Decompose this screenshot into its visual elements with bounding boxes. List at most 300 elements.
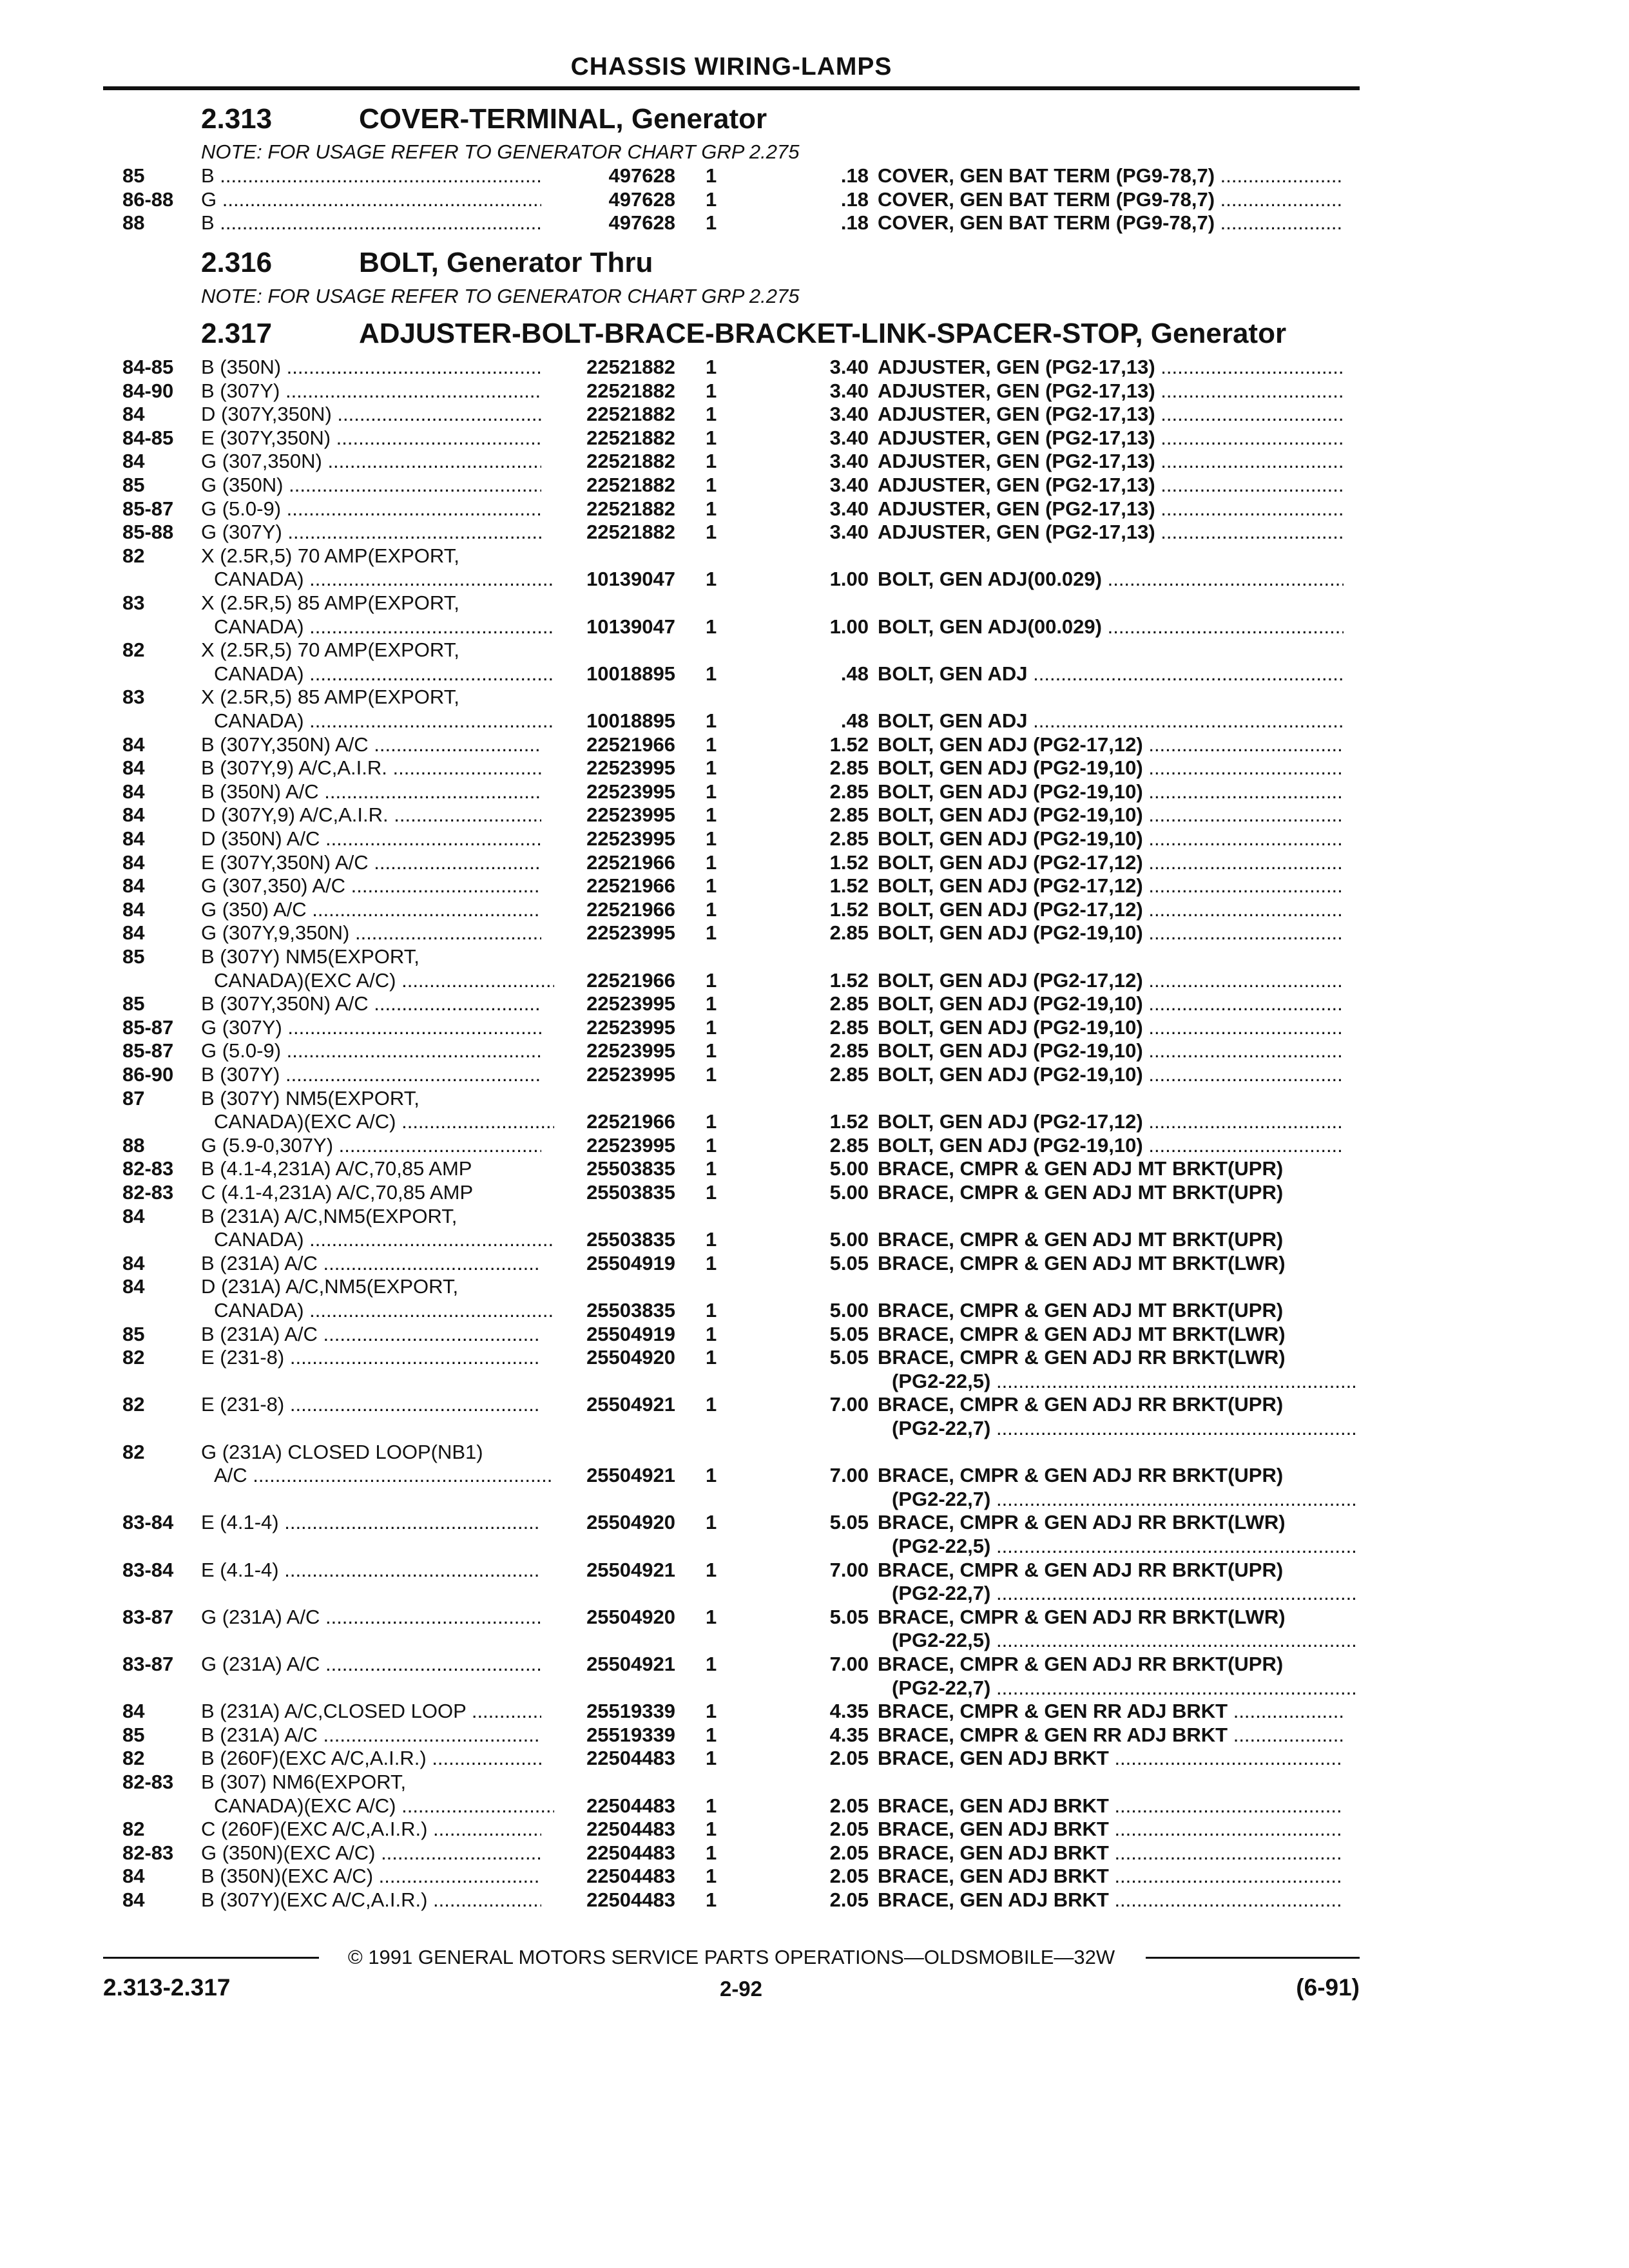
- usage-description: B (307Y,350N) A/C .....: [201, 733, 541, 756]
- usage-description: B (260F)(EXC A/C,A.I.R.) .....: [201, 1747, 541, 1770]
- part-name-text: BOLT, GEN ADJ (PG2-17,12): [878, 898, 1143, 921]
- table-row: [0, 639, 1629, 662]
- part-name-text: (PG2-22,5): [892, 1535, 991, 1557]
- table-row: [0, 992, 1629, 1016]
- usage-description: G (231A) CLOSED LOOP(NB1): [201, 1441, 483, 1463]
- quantity: 1: [706, 1700, 717, 1722]
- price: 2.05: [829, 1888, 869, 1911]
- model-year: 84: [122, 851, 145, 874]
- part-name: [878, 1393, 1344, 1416]
- part-number: 10139047: [586, 615, 675, 638]
- price: 1.52: [829, 898, 869, 921]
- part-name: [878, 1700, 1344, 1723]
- part-name: [878, 164, 1344, 187]
- section-number: 2.316: [201, 247, 273, 278]
- part-name-text: ADJUSTER, GEN (PG2-17,13): [878, 427, 1155, 449]
- model-year: 84: [122, 1700, 145, 1722]
- price: 2.05: [829, 1865, 869, 1887]
- usage-description: E (307Y,350N) .....: [201, 427, 541, 450]
- usage-description: B (231A) A/C,NM5(EXPORT,: [201, 1205, 458, 1227]
- part-name: [878, 1323, 1344, 1346]
- part-name-text: BRACE, CMPR & GEN ADJ RR BRKT(UPR): [878, 1464, 1284, 1486]
- part-name: [878, 1299, 1344, 1322]
- part-name-text: BRACE, CMPR & GEN ADJ RR BRKT(UPR): [878, 1559, 1284, 1581]
- part-number: 22523995: [586, 827, 675, 850]
- part-number: 22523995: [586, 992, 675, 1015]
- part-name: [878, 188, 1344, 211]
- usage-description: CANADA) .....: [214, 1299, 554, 1322]
- footer-date: (6-91): [1296, 1974, 1360, 2001]
- model-year: 84: [122, 803, 145, 826]
- model-year: 83-87: [122, 1653, 174, 1675]
- part-name-text: BRACE, CMPR & GEN ADJ MT BRKT(LWR): [878, 1252, 1286, 1274]
- table-row: [0, 1582, 1629, 1606]
- table-row: [0, 1346, 1629, 1370]
- quantity: 1: [706, 403, 717, 425]
- price: 5.00: [829, 1157, 869, 1180]
- price: 3.40: [829, 356, 869, 378]
- model-year: 85: [122, 1724, 145, 1746]
- quantity: 1: [706, 450, 717, 472]
- part-name: [878, 992, 1344, 1015]
- part-name-text: ADJUSTER, GEN (PG2-17,13): [878, 403, 1155, 425]
- part-name-text: COVER, GEN BAT TERM (PG9-78,7): [878, 164, 1215, 187]
- table-row: [0, 1370, 1629, 1394]
- model-year: 82: [122, 1393, 145, 1416]
- part-name: [878, 1559, 1344, 1582]
- model-year: 82-83: [122, 1181, 174, 1204]
- table-row: [0, 803, 1629, 827]
- usage-description: C (4.1-4,231A) A/C,70,85 AMP: [201, 1181, 474, 1204]
- part-name-text: BRACE, GEN ADJ BRKT: [878, 1794, 1109, 1817]
- price: 2.85: [829, 780, 869, 803]
- part-name-text: ADJUSTER, GEN (PG2-17,13): [878, 450, 1155, 472]
- quantity: 1: [706, 1511, 717, 1533]
- usage-description: D (350N) A/C .....: [201, 827, 541, 850]
- quantity: 1: [706, 1252, 717, 1274]
- table-row: [0, 756, 1629, 780]
- table-row: [0, 1252, 1629, 1276]
- quantity: 1: [706, 827, 717, 850]
- model-year: 85-87: [122, 1016, 174, 1039]
- table-row: [0, 1653, 1629, 1677]
- model-year: 82: [122, 1747, 145, 1769]
- table-row: [0, 1724, 1629, 1747]
- usage-description: B .....: [201, 164, 541, 187]
- part-name-text: BOLT, GEN ADJ (PG2-17,12): [878, 851, 1143, 874]
- part-number: 22521966: [586, 898, 675, 921]
- part-name: [878, 1063, 1344, 1086]
- table-row: [0, 615, 1629, 639]
- part-number: 497628: [608, 188, 675, 211]
- table-row: [0, 1228, 1629, 1252]
- price: 2.85: [829, 1063, 869, 1086]
- part-number: 22523995: [586, 1063, 675, 1086]
- part-number: 22521966: [586, 733, 675, 756]
- usage-description: E (231-8) .....: [201, 1346, 541, 1369]
- usage-description: B (350N) A/C .....: [201, 780, 541, 803]
- part-name: [878, 568, 1344, 591]
- quantity: 1: [706, 1157, 717, 1180]
- model-year: 84: [122, 1275, 145, 1298]
- model-year: 84: [122, 1205, 145, 1227]
- quantity: 1: [706, 1724, 717, 1746]
- part-number: 22523995: [586, 921, 675, 944]
- part-name: [878, 1134, 1344, 1157]
- quantity: 1: [706, 1747, 717, 1769]
- part-number: 22523995: [586, 1016, 675, 1039]
- table-row: [0, 851, 1629, 875]
- part-number: 22521882: [586, 474, 675, 496]
- part-name: [878, 211, 1344, 235]
- part-name-text: BOLT, GEN ADJ (PG2-19,10): [878, 1134, 1143, 1157]
- price: 2.85: [829, 756, 869, 779]
- table-row: [0, 450, 1629, 474]
- model-year: 88: [122, 211, 145, 234]
- part-number: 25503835: [586, 1299, 675, 1321]
- part-name-text: ADJUSTER, GEN (PG2-17,13): [878, 356, 1155, 378]
- table-row: [0, 1063, 1629, 1087]
- usage-description: D (231A) A/C,NM5(EXPORT,: [201, 1275, 459, 1298]
- table-row: [0, 969, 1629, 993]
- price: .18: [840, 164, 869, 187]
- part-name-text: (PG2-22,7): [892, 1677, 991, 1699]
- part-name-text: ADJUSTER, GEN (PG2-17,13): [878, 521, 1155, 543]
- part-name-text: BRACE, GEN ADJ BRKT: [878, 1818, 1109, 1840]
- part-number: 22521882: [586, 356, 675, 378]
- usage-description: G (231A) A/C .....: [201, 1606, 541, 1629]
- usage-description: B (307Y) NM5(EXPORT,: [201, 945, 419, 968]
- part-name: [878, 969, 1344, 992]
- part-name: [878, 1346, 1344, 1369]
- quantity: 1: [706, 164, 717, 187]
- price: 3.40: [829, 427, 869, 449]
- part-name-text: BRACE, CMPR & GEN ADJ RR BRKT(LWR): [878, 1606, 1286, 1628]
- model-year: 86-88: [122, 188, 174, 211]
- usage-description: CANADA)(EXC A/C) .....: [214, 1794, 554, 1818]
- table-row: [0, 686, 1629, 709]
- quantity: 1: [706, 1818, 717, 1840]
- part-name-text: BRACE, CMPR & GEN RR ADJ BRKT: [878, 1724, 1228, 1746]
- part-name: [878, 851, 1344, 874]
- table-row: [0, 1134, 1629, 1158]
- model-year: 84: [122, 780, 145, 803]
- part-name: [878, 356, 1344, 379]
- table-row: [0, 1511, 1629, 1535]
- price: 1.52: [829, 733, 869, 756]
- price: 1.52: [829, 851, 869, 874]
- part-number: 22521966: [586, 851, 675, 874]
- usage-description: CANADA) .....: [214, 615, 554, 639]
- quantity: 1: [706, 1865, 717, 1887]
- quantity: 1: [706, 1393, 717, 1416]
- table-row: [0, 733, 1629, 757]
- section-title: BOLT, Generator Thru: [359, 247, 653, 278]
- table-row: [0, 1606, 1629, 1629]
- price: 5.05: [829, 1346, 869, 1369]
- part-number: 22523995: [586, 1134, 675, 1157]
- model-year: 84: [122, 403, 145, 425]
- part-name-text: BOLT, GEN ADJ: [878, 662, 1028, 685]
- model-year: 85-87: [122, 1039, 174, 1062]
- model-year: 85: [122, 945, 145, 968]
- price: .48: [840, 709, 869, 732]
- usage-description: G (307,350) A/C .....: [201, 874, 541, 898]
- price: 2.05: [829, 1818, 869, 1840]
- part-number: 22521882: [586, 427, 675, 449]
- quantity: 1: [706, 1346, 717, 1369]
- price: 4.35: [829, 1700, 869, 1722]
- usage-description: B (350N)(EXC A/C) .....: [201, 1865, 541, 1888]
- part-number: 22521882: [586, 450, 675, 472]
- part-name-text: BOLT, GEN ADJ (PG2-19,10): [878, 827, 1143, 850]
- part-name: [892, 1488, 1358, 1511]
- usage-description: G (350N)(EXC A/C) .....: [201, 1841, 541, 1865]
- usage-description: X (2.5R,5) 70 AMP(EXPORT,: [201, 639, 459, 661]
- model-year: 84: [122, 921, 145, 944]
- model-year: 84: [122, 733, 145, 756]
- table-row: [0, 1818, 1629, 1841]
- part-name: [878, 521, 1344, 544]
- quantity: 1: [706, 474, 717, 496]
- table-row: [0, 1299, 1629, 1323]
- quantity: 1: [706, 1063, 717, 1086]
- part-name-text: (PG2-22,7): [892, 1488, 991, 1510]
- table-row: [0, 497, 1629, 521]
- part-number: 497628: [608, 211, 675, 234]
- table-row: [0, 474, 1629, 497]
- price: 2.85: [829, 921, 869, 944]
- part-number: 22521966: [586, 874, 675, 897]
- table-row: [0, 1488, 1629, 1512]
- usage-description: X (2.5R,5) 85 AMP(EXPORT,: [201, 591, 459, 614]
- part-name-text: COVER, GEN BAT TERM (PG9-78,7): [878, 211, 1215, 234]
- table-row: [0, 662, 1629, 686]
- table-row: [0, 1559, 1629, 1582]
- quantity: 1: [706, 568, 717, 590]
- header-rule: [103, 86, 1360, 90]
- quantity: 1: [706, 1134, 717, 1157]
- part-number: 22521882: [586, 403, 675, 425]
- usage-description: CANADA) .....: [214, 1228, 554, 1251]
- part-name-text: BRACE, CMPR & GEN ADJ RR BRKT(LWR): [878, 1346, 1286, 1369]
- usage-description: D (307Y,350N) .....: [201, 403, 541, 426]
- usage-description: B (231A) A/C .....: [201, 1724, 541, 1747]
- table-row: [0, 427, 1629, 450]
- table-row: [0, 1677, 1629, 1700]
- part-name: [878, 898, 1344, 921]
- section-number: 2.317: [201, 318, 273, 349]
- price: 3.40: [829, 521, 869, 543]
- table-row: [0, 1181, 1629, 1205]
- table-row: [0, 1771, 1629, 1794]
- part-name-text: BRACE, GEN ADJ BRKT: [878, 1841, 1109, 1864]
- part-name-text: BOLT, GEN ADJ (PG2-17,12): [878, 874, 1143, 897]
- quantity: 1: [706, 1299, 717, 1321]
- quantity: 1: [706, 1794, 717, 1817]
- usage-description: A/C .....: [214, 1464, 554, 1487]
- part-name-text: BOLT, GEN ADJ (PG2-19,10): [878, 992, 1143, 1015]
- part-name-text: (PG2-22,7): [892, 1582, 991, 1604]
- part-name-text: BRACE, CMPR & GEN ADJ MT BRKT(UPR): [878, 1228, 1284, 1251]
- part-name: [878, 1110, 1344, 1133]
- model-year: 85-88: [122, 521, 174, 543]
- part-number: 22504483: [586, 1888, 675, 1911]
- part-name-text: BRACE, CMPR & GEN ADJ MT BRKT(UPR): [878, 1157, 1284, 1180]
- table-row: [0, 921, 1629, 945]
- part-name: [878, 1016, 1344, 1039]
- quantity: 1: [706, 1653, 717, 1675]
- model-year: 82-83: [122, 1841, 174, 1864]
- part-number: 22504483: [586, 1841, 675, 1864]
- model-year: 87: [122, 1087, 145, 1110]
- usage-description: CANADA) .....: [214, 709, 554, 733]
- part-name-text: BRACE, CMPR & GEN ADJ MT BRKT(LWR): [878, 1323, 1286, 1345]
- quantity: 1: [706, 709, 717, 732]
- usage-description: B (231A) A/C .....: [201, 1252, 541, 1275]
- table-row: [0, 356, 1629, 380]
- quantity: 1: [706, 615, 717, 638]
- section-title: COVER-TERMINAL, Generator: [359, 103, 767, 135]
- part-name-text: BOLT, GEN ADJ (PG2-19,10): [878, 1063, 1143, 1086]
- price: 5.00: [829, 1299, 869, 1321]
- price: 1.52: [829, 874, 869, 897]
- footer-page-number: 2-92: [719, 1977, 763, 2001]
- usage-description: B (231A) A/C .....: [201, 1323, 541, 1346]
- price: 7.00: [829, 1559, 869, 1581]
- part-number: 497628: [608, 164, 675, 187]
- part-name-text: BRACE, CMPR & GEN ADJ MT BRKT(UPR): [878, 1299, 1284, 1321]
- model-year: 86-90: [122, 1063, 174, 1086]
- price: .18: [840, 211, 869, 234]
- usage-description: C (260F)(EXC A/C,A.I.R.) .....: [201, 1818, 541, 1841]
- part-name: [878, 380, 1344, 403]
- part-name: [878, 921, 1344, 945]
- model-year: 85-87: [122, 497, 174, 520]
- part-number: 25504919: [586, 1252, 675, 1274]
- table-row: [0, 544, 1629, 568]
- model-year: 85: [122, 474, 145, 496]
- part-name-text: BRACE, CMPR & GEN ADJ RR BRKT(UPR): [878, 1393, 1284, 1416]
- model-year: 84-85: [122, 356, 174, 378]
- part-number: 10018895: [586, 709, 675, 732]
- part-name: [878, 1794, 1344, 1818]
- quantity: 1: [706, 427, 717, 449]
- part-number: 22523995: [586, 780, 675, 803]
- model-year: 84: [122, 1865, 145, 1887]
- usage-description: CANADA)(EXC A/C) .....: [214, 1110, 554, 1133]
- table-row: [0, 403, 1629, 427]
- part-name-text: (PG2-22,7): [892, 1417, 991, 1439]
- part-name: [878, 1464, 1344, 1487]
- quantity: 1: [706, 1110, 717, 1133]
- quantity: 1: [706, 756, 717, 779]
- part-name: [878, 474, 1344, 497]
- price: 7.00: [829, 1464, 869, 1486]
- price: 7.00: [829, 1393, 869, 1416]
- part-name-text: BRACE, GEN ADJ BRKT: [878, 1747, 1109, 1769]
- part-number: 25519339: [586, 1724, 675, 1746]
- price: 5.05: [829, 1511, 869, 1533]
- table-row: [0, 1157, 1629, 1181]
- part-name: [878, 780, 1344, 803]
- model-year: 84: [122, 1888, 145, 1911]
- part-name: [878, 1747, 1344, 1770]
- usage-note: NOTE: FOR USAGE REFER TO GENERATOR CHART GRP 2.275: [201, 140, 800, 163]
- usage-note: NOTE: FOR USAGE REFER TO GENERATOR CHART GRP 2.275: [201, 285, 800, 307]
- part-number: 25504921: [586, 1653, 675, 1675]
- part-name-text: ADJUSTER, GEN (PG2-17,13): [878, 474, 1155, 496]
- part-number: 25504920: [586, 1606, 675, 1628]
- price: 3.40: [829, 450, 869, 472]
- part-name: [878, 1252, 1344, 1275]
- table-row: [0, 1110, 1629, 1134]
- table-row: [0, 211, 1629, 235]
- model-year: 84: [122, 874, 145, 897]
- usage-description: G .....: [201, 188, 541, 211]
- part-name-text: BRACE, GEN ADJ BRKT: [878, 1865, 1109, 1887]
- quantity: 1: [706, 497, 717, 520]
- model-year: 84: [122, 450, 145, 472]
- part-number: 22523995: [586, 1039, 675, 1062]
- part-name: [878, 615, 1344, 639]
- price: 1.52: [829, 1110, 869, 1133]
- quantity: 1: [706, 188, 717, 211]
- model-year: 82-83: [122, 1157, 174, 1180]
- table-row: [0, 874, 1629, 898]
- part-number: 22523995: [586, 756, 675, 779]
- model-year: 83: [122, 686, 145, 708]
- table-row: [0, 1417, 1629, 1441]
- usage-description: E (4.1-4) .....: [201, 1559, 541, 1582]
- table-row: [0, 1700, 1629, 1724]
- usage-description: G (5.0-9) .....: [201, 497, 541, 521]
- part-name: [878, 803, 1344, 827]
- quantity: 1: [706, 1841, 717, 1864]
- part-name: [878, 1228, 1344, 1251]
- quantity: 1: [706, 851, 717, 874]
- model-year: 82: [122, 1346, 145, 1369]
- part-name: [878, 1888, 1344, 1912]
- part-name: [878, 1841, 1344, 1865]
- part-number: 25504921: [586, 1393, 675, 1416]
- usage-description: B (307Y,9) A/C,A.I.R. .....: [201, 756, 541, 780]
- model-year: 84-90: [122, 380, 174, 402]
- price: 1.52: [829, 969, 869, 992]
- table-row: [0, 898, 1629, 922]
- usage-description: G (350) A/C .....: [201, 898, 541, 921]
- part-number: 22521882: [586, 380, 675, 402]
- part-name: [878, 662, 1344, 686]
- model-year: 82: [122, 1818, 145, 1840]
- quantity: 1: [706, 921, 717, 944]
- part-name: [878, 1818, 1344, 1841]
- part-number: 22521966: [586, 969, 675, 992]
- usage-description: B .....: [201, 211, 541, 235]
- model-year: 82-83: [122, 1771, 174, 1793]
- table-row: [0, 1535, 1629, 1559]
- section-number: 2.313: [201, 103, 273, 135]
- usage-description: G (5.0-9) .....: [201, 1039, 541, 1062]
- usage-description: B (307Y)(EXC A/C,A.I.R.) .....: [201, 1888, 541, 1912]
- usage-description: B (231A) A/C,CLOSED LOOP .....: [201, 1700, 541, 1723]
- part-number: 25519339: [586, 1700, 675, 1722]
- price: .18: [840, 188, 869, 211]
- part-number: 25504921: [586, 1464, 675, 1486]
- price: .48: [840, 662, 869, 685]
- price: 2.05: [829, 1794, 869, 1817]
- usage-description: CANADA)(EXC A/C) .....: [214, 969, 554, 992]
